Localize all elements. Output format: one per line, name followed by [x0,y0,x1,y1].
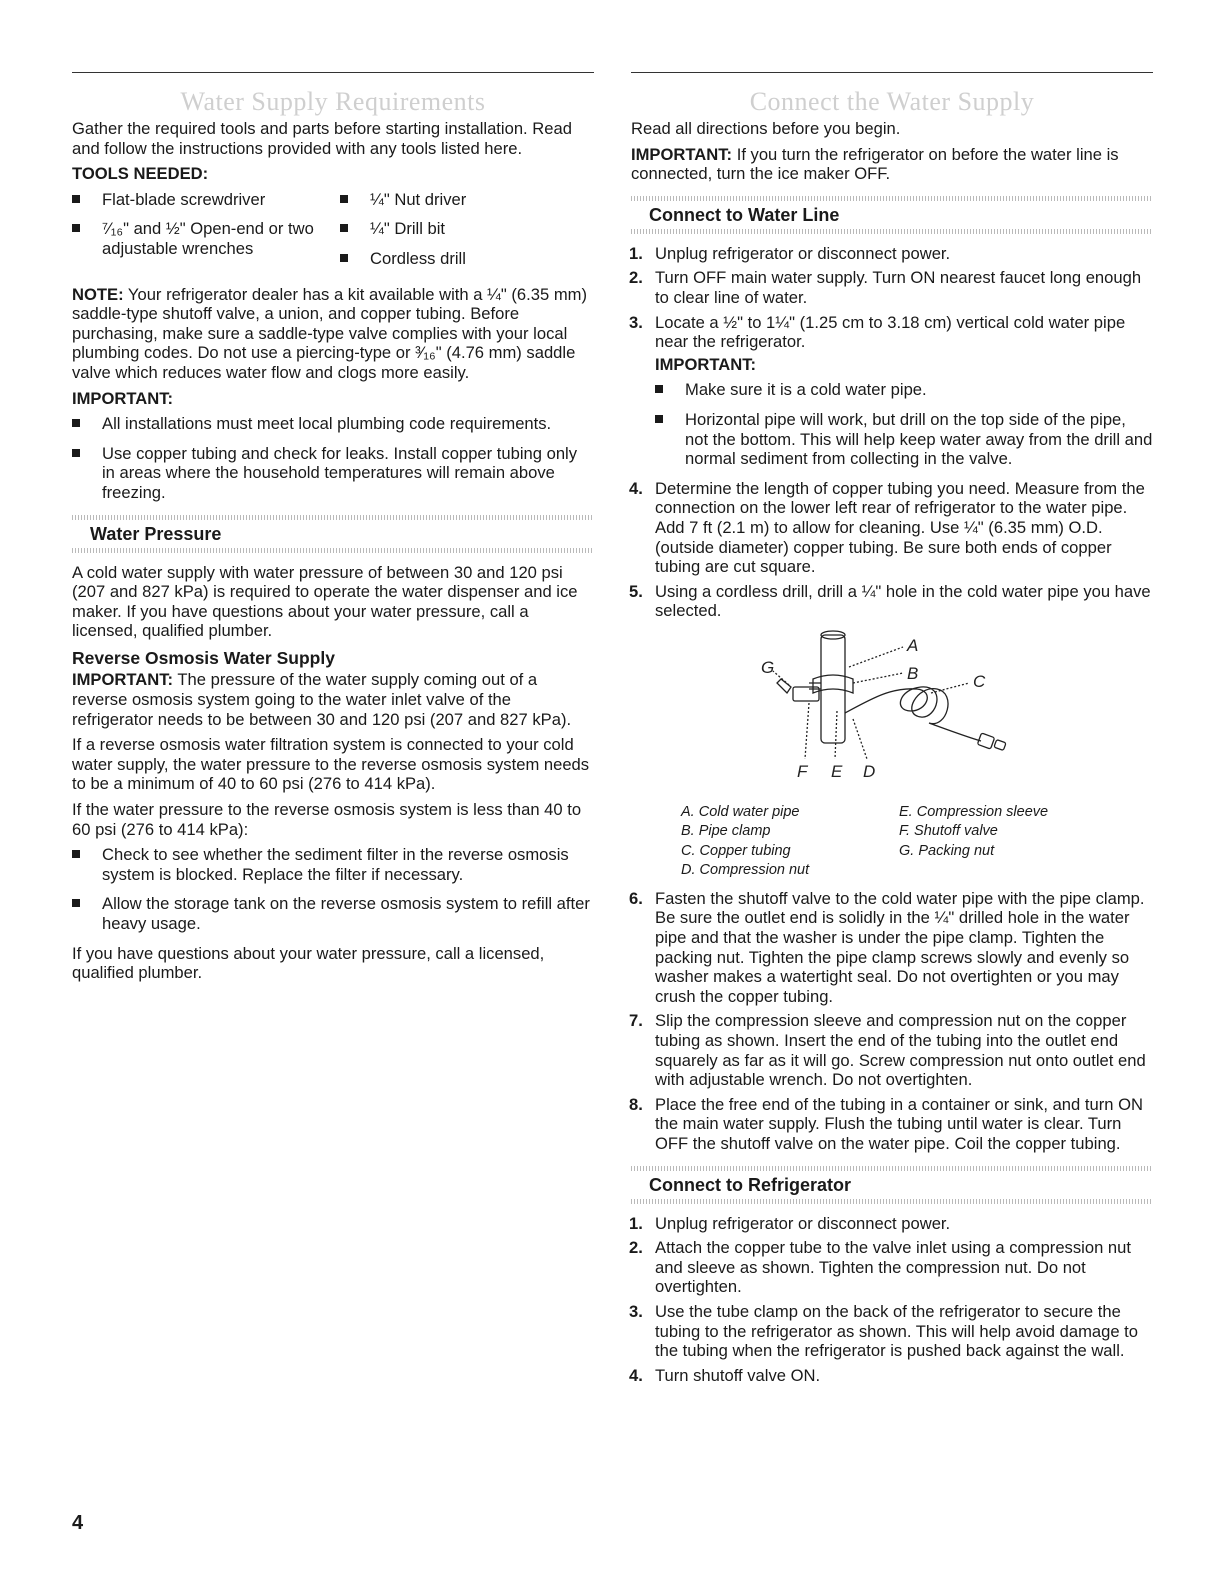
bullet-icon [340,254,348,262]
legend-col-1 [681,803,899,881]
ro-paragraph: If a reverse osmosis water filtration system is connected to your cold water supply, the water pressure to the reverse osmosis system needs to be a minimum of 40 to 60 psi (276 to 414 kPa). [72,735,590,794]
hatch-divider [631,229,1153,234]
right-column [631,72,1153,1391]
label-f: F [797,761,808,781]
bullet-icon [72,850,80,858]
tools-heading: TOOLS NEEDED: [72,164,209,184]
shutoff-valve-diagram [631,627,1153,799]
step-item: 4. Turn shutoff valve ON. [629,1365,821,1385]
compression-sleeve [994,739,1006,750]
valve-handle [777,679,791,693]
tools-col-2 [340,190,594,279]
section-title: Water Supply Requirements [180,87,486,116]
step-item: 8. Place the free end of the tubing in a container or sink, and turn ON the main water supply. Flush the tubing until water is clear. Turn OFF the shutoff valve on the water pipe. Coil the copper tubing. [629,1094,1143,1153]
label-b: B [907,663,919,683]
legend-item: A. Cold water pipe [681,803,800,820]
step-item: 3. Locate a ½" to 1¼" (1.25 cm to 3.18 cm) vertical cold water pipe near the refrigerator. IMPORTANT: Make sure it is a cold water pipe. Horizontal pipe will work, but drill on the top side of the pipe, not the bottom. This will help keep water away from the drill and normal sediment from collecting in the valve. [629,312,1153,469]
legend-item: G. Packing nut [899,842,995,859]
bullet-icon [655,385,663,393]
step-item: 7. Slip the compression sleeve and compression nut on the copper tubing as shown. Insert the end of the tubing into the outlet end squarely as far as it will go. Screw compression nut onto outlet end with adjustable wrench. Do not overtighten. [629,1011,1146,1090]
refrigerator-steps [631,1214,1153,1386]
step-item: 4. Determine the length of copper tubing you need. Measure from the connection on the lower left rear of refrigerator to the water pipe. Add 7 ft (2.1 m) to allow for cleaning. Use ¼" (6.35 mm) O.D. (outside diameter) copper tubing. Be sure both ends of copper tubing are cut square. [629,478,1145,577]
water-line-band [631,196,1153,234]
legend-item: C. Copper tubing [681,842,791,859]
list-item: Horizontal pipe will work, but drill on the top side of the pipe, not the bottom. This will help keep water away from the drill and normal sediment from collecting in the valve. [655,410,1153,469]
step-item: 6. Fasten the shutoff valve to the cold water pipe with the pipe clamp. Be sure the outlet end is solidly in the ¼" drilled hole in the water pipe and that the washer is under the pipe clamp. Tighten the packing nut. Tighten the pipe clamp screws slowly and evenly so washer makes a watertight seal. Do not overtighten or you may crush the copper tubing. [629,888,1145,1006]
intro-text: Gather the required tools and parts before starting installation. Read and follow the instructions provided with any tools listed here. [72,119,572,158]
bullet-icon [655,415,663,423]
list-item: Make sure it is a cold water pipe. [655,380,1153,400]
water-pressure-band [72,515,594,553]
list-item: ¼" Drill bit [340,219,594,239]
step-important-heading: IMPORTANT: [655,354,757,374]
subsection-title: Connect to Refrigerator [649,1174,852,1195]
legend-item: D. Compression nut [681,862,810,879]
list-item: Flat-blade screwdriver [72,190,340,210]
legend-item: B. Pipe clamp [681,823,771,840]
ro-important: IMPORTANT: The pressure of the water supply coming out of a reverse osmosis system going to the water inlet valve of the refrigerator needs to be between 30 and 120 psi (207 and 827 kPa). [72,670,572,729]
step-important-list [655,380,1153,468]
top-rule [631,72,1153,73]
bullet-icon [340,224,348,232]
bullet-icon [72,224,80,232]
pressure-text: A cold water supply with water pressure of between 30 and 120 psi (207 and 827 kPa) is required to operate the water dispenser and ice maker. If you have questions about your water pressure, call a licensed, qualified plumber. [72,562,578,641]
list-item: Check to see whether the sediment filter in the reverse osmosis system is blocked. Replace the filter if necessary. [72,845,594,884]
list-item: ¼" Nut driver [340,190,594,210]
label-d: D [863,761,876,781]
tools-list [72,190,594,285]
water-line-steps-continued [631,889,1153,1154]
legend-item: F. Shutoff valve [899,823,998,840]
step-item: 2. Turn OFF main water supply. Turn ON nearest faucet long enough to clear line of water. [629,268,1142,307]
ro-paragraph: If the water pressure to the reverse osmosis system is less than 40 to 60 psi (276 to 414 kPa): [72,800,582,839]
note-paragraph: NOTE: Your refrigerator dealer has a kit available with a ¼" (6.35 mm) saddle-type shutoff valve, a union, and copper tubing. Before purchasing, make sure a saddle-type valve complies with your local plumbing codes. Do not use a piercing-type or ³⁄₁₆" (4.76 mm) saddle valve which reduces water flow and clogs more easily. [72,284,587,382]
step-item: 3. Use the tube clamp on the back of the refrigerator to secure the tubing to the refrigerator as shown. This will help avoid damage to the tubing when the refrigerator is pushed back against the wall. [629,1301,1139,1361]
list-item: Use copper tubing and check for leaks. Install copper tubing only in areas where the household temperatures will remain above freezing. [72,444,594,503]
important-heading: IMPORTANT: [72,388,174,408]
page-number: 4 [72,1512,84,1534]
list-item: All installations must meet local plumbing code requirements. [72,414,594,434]
label-g: G [761,657,775,677]
list-item: ⁷⁄₁₆" and ½" Open-end or two adjustable wrenches [72,219,340,258]
left-column [72,72,594,989]
section-title: Connect the Water Supply [749,87,1035,116]
important-paragraph: IMPORTANT: If you turn the refrigerator on before the water line is connected, turn the ice maker OFF. [631,144,1119,184]
refrigerator-band [631,1166,1153,1204]
bullet-icon [72,419,80,427]
step-item: 1. Unplug refrigerator or disconnect power. [629,243,951,263]
ro-title: Reverse Osmosis Water Supply [72,647,335,668]
step-item: 2. Attach the copper tube to the valve inlet using a compression nut and sleeve as shown. Tighten the compression nut. Do not overtighten. [629,1238,1131,1297]
subsection-title: Connect to Water Line [649,204,840,225]
step-item: 1. Unplug refrigerator or disconnect power. [629,1213,951,1233]
legend-col-2 [899,803,1048,881]
valve-illustration [631,627,1153,799]
legend-item: E. Compression sleeve [899,803,1049,820]
tools-col-1 [72,190,340,279]
bullet-icon [72,195,80,203]
bullet-icon [72,899,80,907]
subsection-title: Water Pressure [90,523,222,544]
bullet-icon [72,449,80,457]
diagram-legend [681,803,1153,881]
copper-tubing [845,687,981,741]
ro-list [72,845,594,933]
important-list [72,414,594,502]
top-rule [72,72,594,73]
bullet-icon [340,195,348,203]
hatch-divider [631,1199,1153,1204]
ro-paragraph: If you have questions about your water pressure, call a licensed, qualified plumber. [72,943,545,983]
hatch-divider [72,548,594,553]
label-a: A [907,635,919,655]
water-line-steps [631,244,1153,621]
label-c: C [973,671,986,691]
step-item: 5. Using a cordless drill, drill a ¼" hole in the cold water pipe you have selected. [629,581,1151,621]
intro-text: Read all directions before you begin. [631,119,901,138]
list-item: Cordless drill [340,249,594,269]
label-e: E [831,761,843,781]
list-item: Allow the storage tank on the reverse osmosis system to refill after heavy usage. [72,894,594,933]
